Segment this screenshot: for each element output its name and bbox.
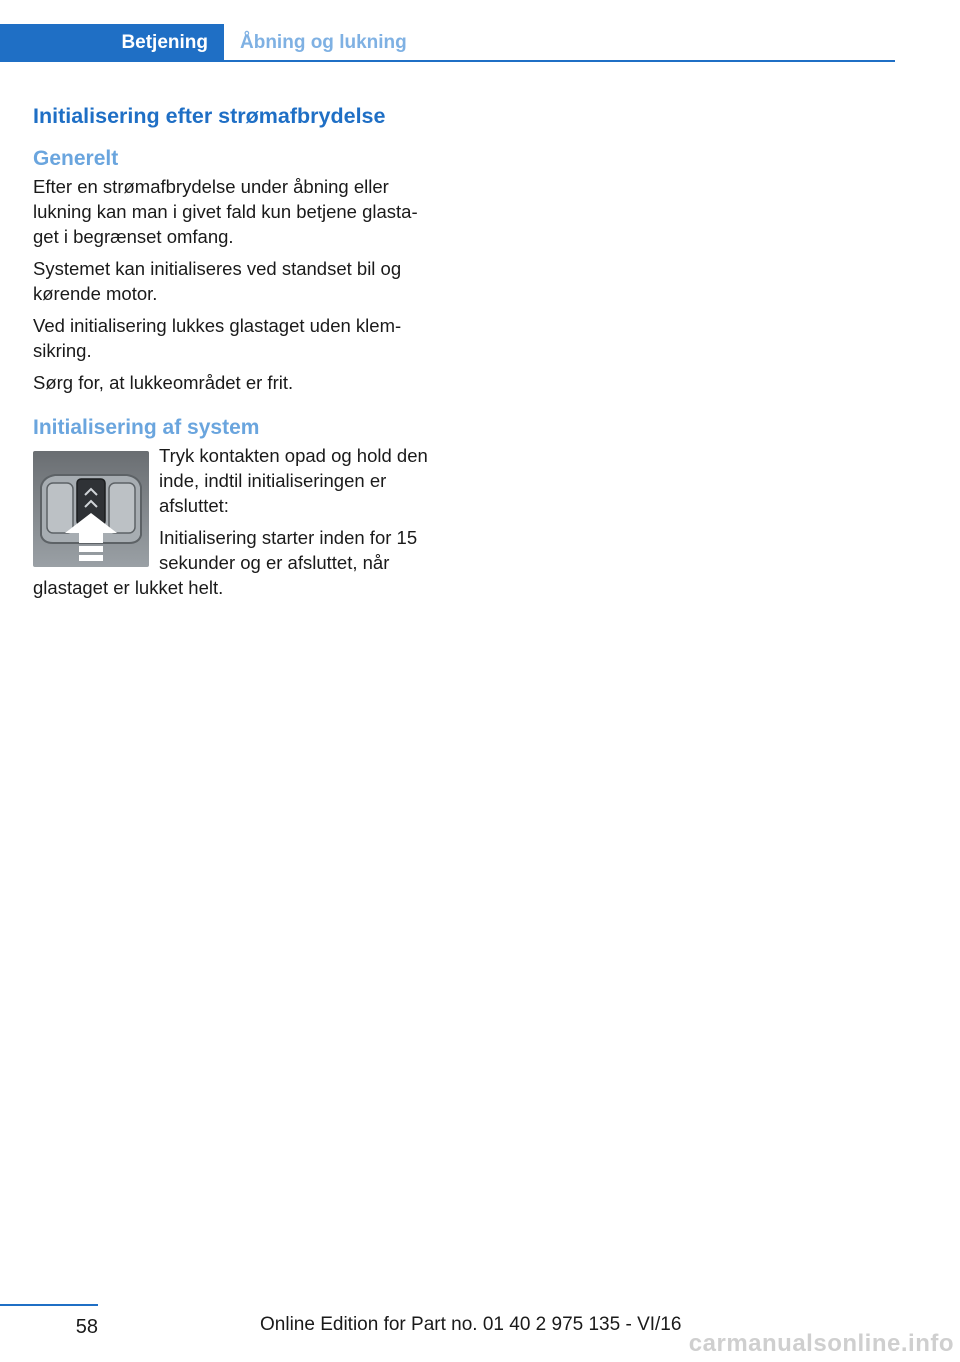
roof-switch-icon xyxy=(33,451,149,567)
main-content xyxy=(33,100,447,600)
roof-switch-illustration xyxy=(33,451,149,567)
general-paragraph: Efter en strømafbrydelse under åbning eller lukning kan man i givet fald kun betjene glasta‐ get i begrænset omfang. xyxy=(33,176,418,247)
chapter-tab[interactable]: Åbning og lukning xyxy=(240,32,407,53)
watermark: carmanualsonline.info xyxy=(688,1330,954,1357)
edition-label: Online Edition for Part no. 01 40 2 975 135 - VI/16 xyxy=(260,1314,682,1335)
system-paragraph: Tryk kontakten opad og hold den inde, indtil initialiseringen er afsluttet: xyxy=(159,445,428,516)
page-title: Initialisering efter strømafbrydelse xyxy=(33,104,386,128)
general-paragraph: Ved initialisering lukkes glastaget uden klem‐ sikring. xyxy=(33,315,402,361)
footer-rule xyxy=(0,1304,98,1306)
system-heading: Initialisering af system xyxy=(33,416,260,439)
header-rule xyxy=(0,60,895,62)
section-tab[interactable]: Betjening xyxy=(0,24,224,62)
general-heading: Generelt xyxy=(33,147,119,170)
page-header xyxy=(0,24,895,62)
general-paragraph: Sørg for, at lukkeområdet er frit. xyxy=(33,372,294,393)
page-number: 58 xyxy=(75,1316,98,1338)
general-paragraph: Systemet kan initialiseres ved standset bil og kørende motor. xyxy=(33,258,402,304)
system-paragraph: Initialisering starter inden for 15 sekunder og er afsluttet, når glastaget er lukket helt. xyxy=(33,527,418,598)
